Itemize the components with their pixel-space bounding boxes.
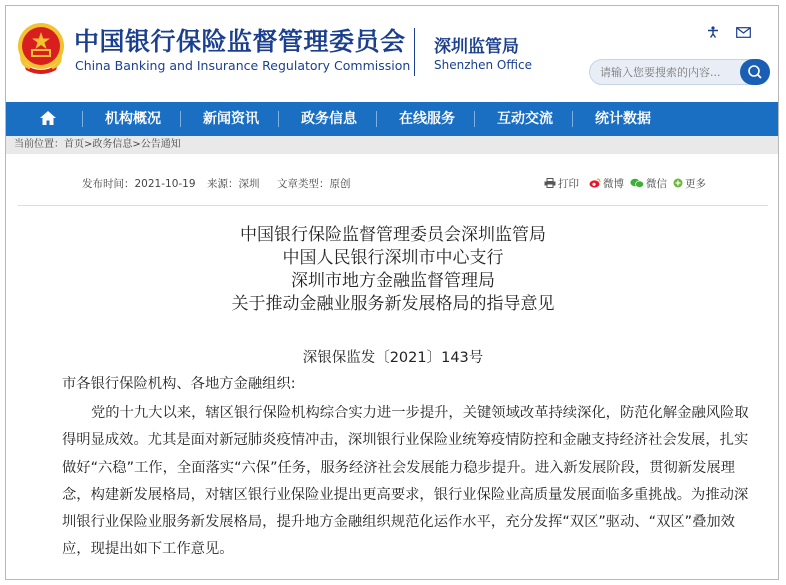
article-meta bbox=[6, 176, 779, 192]
breadcrumb-gov-info[interactable]: 政务信息 bbox=[92, 139, 133, 150]
search-box bbox=[589, 59, 770, 85]
more-share-button[interactable] bbox=[673, 176, 706, 191]
breadcrumb-separator: > bbox=[84, 139, 93, 150]
publish-time: 发布时间：2021-10-19 bbox=[82, 178, 196, 190]
mail-icon[interactable] bbox=[736, 27, 751, 38]
breadcrumb-prefix: 当前位置： bbox=[14, 139, 64, 150]
national-emblem-logo bbox=[16, 20, 66, 76]
header-divider bbox=[414, 28, 415, 76]
body-paragraph: 党的十九大以来，辖区银行保险机构综合实力进一步提升，关键领域改革持续深化，防范化解金融风险取得明显成效。尤其是面对新冠肺炎疫情冲击，深圳银行业保险业统筹疫情防控和金融支持经济社会发展，扎实做好“六稳”工作，全面落实“六保”任务，服务经济社会发展能力稳步提升。进入新发展阶段，贯彻新发展理念，构建新发展格局，对辖区银行业保险业提出更高要求，银行业保险业高质量发展面临多重挑战。为推动深圳银行业保险业服务新发展格局，提升地方金融组织规范化运作水平，充分发挥“双区”驱动、“双区”叠加效应，现提出如下工作意见。 bbox=[62, 405, 749, 558]
nav-item-news[interactable]: 新闻资讯 bbox=[203, 111, 259, 127]
site-header bbox=[6, 6, 779, 102]
nav-item-org[interactable]: 机构概况 bbox=[105, 111, 161, 127]
nav-home[interactable] bbox=[20, 102, 76, 136]
search-input[interactable] bbox=[600, 64, 730, 80]
header-tools bbox=[706, 26, 751, 42]
meta-divider bbox=[18, 205, 768, 206]
office-title-cn: 深圳监管局 bbox=[434, 37, 519, 57]
nav-item-online-service[interactable]: 在线服务 bbox=[399, 111, 455, 127]
nav-separator bbox=[278, 111, 279, 127]
addressee-line: 市各银行保险机构、各地方金融组织: bbox=[62, 376, 296, 392]
nav-item-interaction[interactable]: 互动交流 bbox=[497, 111, 553, 127]
breadcrumb-notices[interactable]: 公告通知 bbox=[140, 139, 181, 150]
nav-separator bbox=[474, 111, 475, 127]
site-title-en: China Banking and Insurance Regulatory Commission bbox=[75, 58, 411, 73]
page-frame bbox=[5, 5, 779, 580]
weibo-icon bbox=[589, 178, 601, 188]
search-icon bbox=[740, 59, 770, 85]
home-icon bbox=[39, 110, 57, 126]
title-line: 中国银行保险监督管理委员会深圳监管局 bbox=[240, 225, 546, 245]
more-label: 更多 bbox=[685, 178, 706, 190]
accessibility-icon[interactable] bbox=[706, 26, 720, 38]
wechat-share-button[interactable] bbox=[630, 176, 667, 191]
article-source: 来源：深圳 bbox=[207, 178, 260, 190]
nav-item-gov-info[interactable]: 政务信息 bbox=[301, 111, 357, 127]
print-label: 打印 bbox=[558, 178, 579, 190]
weibo-label: 微博 bbox=[603, 178, 624, 190]
article-type: 文章类型：原创 bbox=[277, 178, 351, 190]
print-button[interactable] bbox=[544, 176, 579, 191]
title-line: 关于推动金融业服务新发展格局的指导意见 bbox=[231, 294, 555, 314]
site-title-cn: 中国银行保险监督管理委员会 bbox=[74, 27, 406, 56]
breadcrumb bbox=[6, 136, 779, 154]
title-line: 中国人民银行深圳市中心支行 bbox=[282, 248, 504, 268]
nav-separator bbox=[180, 111, 181, 127]
printer-icon bbox=[544, 178, 556, 188]
breadcrumb-separator: > bbox=[132, 139, 141, 150]
title-line: 深圳市地方金融监督管理局 bbox=[291, 271, 495, 291]
wechat-label: 微信 bbox=[646, 178, 667, 190]
main-nav bbox=[6, 102, 779, 136]
breadcrumb-home[interactable]: 首页 bbox=[64, 139, 84, 150]
article-title bbox=[6, 224, 779, 316]
wechat-icon bbox=[630, 178, 644, 188]
search-button[interactable] bbox=[740, 59, 770, 85]
nav-separator bbox=[82, 111, 83, 127]
plus-circle-icon bbox=[673, 178, 683, 188]
weibo-share-button[interactable] bbox=[589, 176, 624, 191]
document-number: 深银保监发〔2021〕143号 bbox=[302, 350, 484, 366]
nav-separator bbox=[376, 111, 377, 127]
nav-item-statistics[interactable]: 统计数据 bbox=[595, 111, 651, 127]
nav-separator bbox=[572, 111, 573, 127]
office-title-en: Shenzhen Office bbox=[434, 58, 532, 72]
